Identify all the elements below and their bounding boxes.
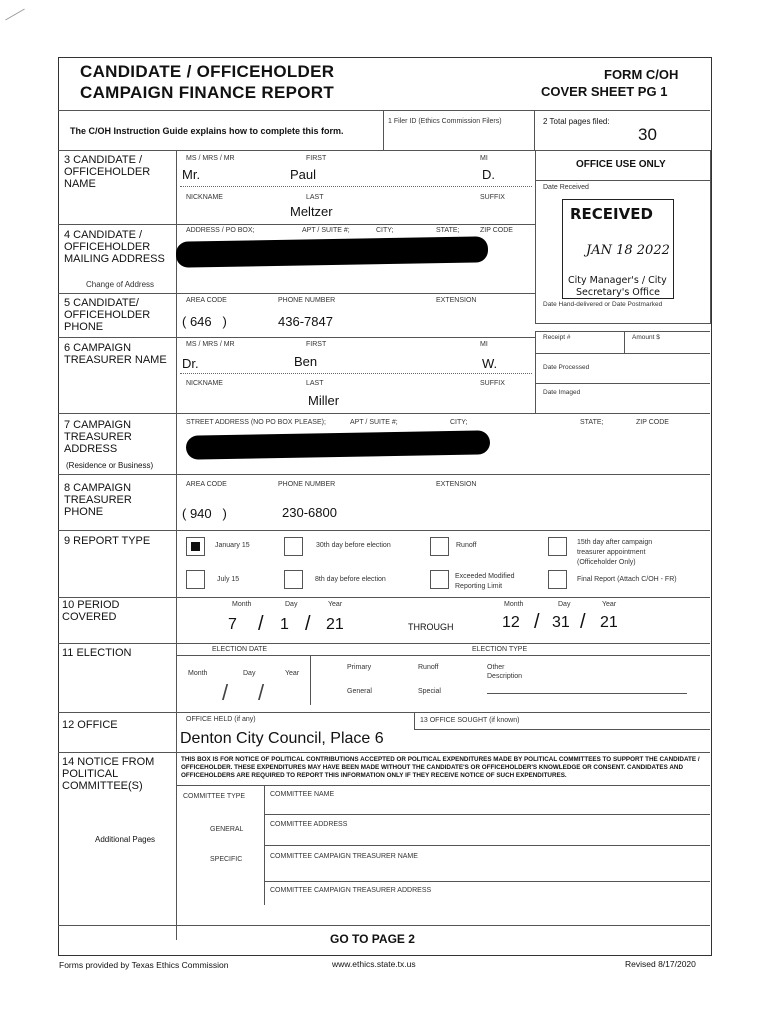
amount-label: Amount $ [632,334,660,341]
divider [58,474,710,475]
checkbox-30th-day[interactable] [284,537,303,556]
cover-sheet: COVER SHEET PG 1 [541,84,668,99]
cand-area: ( 646 ) [182,314,227,329]
notice-text: THIS BOX IS FOR NOTICE OF POLITICAL CONTRIBUTIONS ACCEPTED OR POLITICAL EXPENDITURES MADE BY POLITICAL COMMITTEES TO SUPPORT THE CANDIDATE / OFFICEHOLDER. THESE EXPENDITURES MAY HAVE BEEN MADE WITHOUT THE CANDIDATE'S OR OFFICEHOLDER'S KNOWLEDGE OR CONSENT. CANDIDATES AND OFFICEHOLDERS ARE REQUIRED TO REPORT THIS INFORMATION ONLY IF THEY RECEIVE NOTICE OF SUCH EXPENDITURES. [181,756,700,779]
section-10-label: 10 PERIOD COVERED [62,599,120,623]
checkbox-runoff[interactable] [430,537,449,556]
cand-phone: 436-7847 [278,314,333,329]
cand-last-label: LAST [306,194,324,201]
zip-label: ZIP CODE [480,227,513,234]
tr-first: Ben [294,354,318,369]
section-6-label: 6 CAMPAIGN TREASURER NAME [64,342,167,366]
section-5-label: 5 CANDIDATE/ OFFICEHOLDER PHONE [64,297,151,333]
goto-page-2: GO TO PAGE 2 [330,932,415,946]
through-label: THROUGH [408,622,454,632]
tr-apt-label: APT / SUITE #; [350,419,398,426]
checkbox-january-15[interactable] [186,537,205,556]
from-day-label: Day [285,601,298,608]
tr-last: Miller [308,393,340,408]
cand-suffix-label: SUFFIX [480,194,505,201]
office-use-title: OFFICE USE ONLY [576,159,666,170]
cand-mi-label: MI [480,155,488,162]
tr-suffix-label: SUFFIX [480,380,505,387]
treasurer-address-label: COMMITTEE CAMPAIGN TREASURER ADDRESS [270,887,432,894]
ethics-url: www.ethics.state.tx.us [332,959,416,969]
state-label: STATE; [436,227,460,234]
from-day: 1 [280,616,289,633]
slash: / [305,613,311,635]
to-month-label: Month [504,601,524,608]
committee-address-label: COMMITTEE ADDRESS [270,821,348,828]
divider [264,814,710,815]
day15-line3: (Officeholder Only) [577,559,636,566]
primary-label: Primary [347,664,372,671]
exceeded-line1: Exceeded Modified [455,573,515,580]
provided-by: Forms provided by Texas Ethics Commission [59,960,229,970]
stamp-date: JAN 18 2022 [586,243,670,258]
election-date-label: ELECTION DATE [212,646,268,653]
cand-ms-label: MS / MRS / MR [186,155,235,162]
divider [58,712,710,713]
tr-phone: 230-6800 [282,505,337,520]
el-year-label: Year [285,670,300,677]
divider [58,643,710,644]
apt-label: APT / SUITE #; [302,227,350,234]
checkbox-8th-day[interactable] [284,570,303,589]
divider [535,331,536,413]
to-year-label: Year [602,601,617,608]
to-day: 31 [552,614,570,631]
additional-pages: Additional Pages [95,835,156,844]
cand-area-label: AREA CODE [186,297,227,304]
election-type-label: ELECTION TYPE [472,646,528,653]
received-stamp [562,199,672,299]
receipt-label: Receipt # [543,334,571,341]
el-runoff-label: Runoff [418,664,439,671]
total-pages-label: 2 Total pages filed: [543,117,610,126]
section-12-label: 12 OFFICE [62,719,118,731]
specific-type-label: SPECIFIC [210,856,243,863]
other-line2: Description [487,673,523,680]
slash: / [258,613,264,635]
section-3-label: 3 CANDIDATE / OFFICEHOLDER NAME [64,154,151,190]
date-imaged-label: Date Imaged [543,389,581,396]
tr-nickname-label: NICKNAME [186,380,223,387]
divider [58,224,536,225]
exceeded-line2: Reporting Limit [455,583,503,590]
tr-phone-label: PHONE NUMBER [278,481,336,488]
checkbox-july-15[interactable] [186,570,205,589]
general-label: General [347,688,372,695]
checkbox-15th-day[interactable] [548,537,567,556]
tr-ext-label: EXTENSION [436,481,477,488]
day30-label: 30th day before election [316,542,391,549]
stamp-line2: Secretary's Office [576,287,661,298]
divider [180,186,532,187]
cand-title: Mr. [182,167,201,182]
tr-street-label: STREET ADDRESS (NO PO BOX PLEASE); [186,419,326,426]
committee-name-label: COMMITTEE NAME [270,791,335,798]
date-hand-label: Date Hand-delivered or Date Postmarked [543,301,663,308]
cand-last: Meltzer [290,204,333,219]
section-7-label: 7 CAMPAIGN TREASURER ADDRESS [64,419,132,455]
cand-phone-label: PHONE NUMBER [278,297,336,304]
office-sought-label: 13 OFFICE SOUGHT (if known) [420,717,520,724]
day8-label: 8th day before election [315,576,386,583]
divider [58,925,710,926]
divider [535,353,710,354]
jan15-label: January 15 [215,542,250,549]
divider [180,373,532,374]
divider [58,337,536,338]
slash: / [580,611,586,633]
tr-ms-label: MS / MRS / MR [186,341,235,348]
divider [624,331,625,353]
checkbox-exceeded-limit[interactable] [430,570,449,589]
divider [383,110,384,150]
section-8-label: 8 CAMPAIGN TREASURER PHONE [64,482,132,518]
cand-nickname-label: NICKNAME [186,194,223,201]
divider [58,293,536,294]
slash: / [258,680,265,705]
cand-first: Paul [290,167,317,182]
filer-id-label: 1 Filer ID (Ethics Commission Filers) [388,118,502,125]
tr-mi-label: MI [480,341,488,348]
general-type-label: GENERAL [210,826,244,833]
from-year-label: Year [328,601,343,608]
tr-last-label: LAST [306,380,324,387]
tr-first-label: FIRST [306,341,327,348]
from-month-label: Month [232,601,252,608]
tr-area-label: AREA CODE [186,481,227,488]
divider [58,413,710,414]
divider [264,845,710,846]
slash: / [222,680,229,705]
divider [310,655,311,705]
committee-type-label: COMMITTEE TYPE [183,793,246,800]
tr-zip-label: ZIP CODE [636,419,669,426]
to-year: 21 [600,614,618,631]
divider [58,530,710,531]
section-4-label: 4 CANDIDATE / OFFICEHOLDER MAILING ADDRESS [64,229,165,265]
change-of-address: Change of Address [86,280,155,289]
title-line2: CAMPAIGN FINANCE REPORT [80,83,335,102]
divider [264,881,710,882]
office-held-value: Denton City Council, Place 6 [180,730,384,747]
revised-date: Revised 8/17/2020 [625,959,696,969]
divider [176,785,710,786]
divider [414,729,710,730]
special-label: Special [418,688,441,695]
redacted-mailing-address [176,236,488,267]
from-month: 7 [228,616,237,633]
residence-business: (Residence or Business) [66,461,154,470]
day15-line1: 15th day after campaign [577,539,653,546]
section-14-label: 14 NOTICE FROM POLITICAL COMMITTEE(S) [62,756,155,792]
stamp-line1: City Manager's / City [568,275,667,286]
section-11-label: 11 ELECTION [62,647,132,659]
scan-mark [5,9,25,21]
final-label: Final Report (Attach C/OH - FR) [577,576,677,583]
slash: / [534,611,540,633]
el-month-label: Month [188,670,208,677]
divider [534,110,535,150]
total-pages-value: 30 [638,125,657,144]
title-line1: CANDIDATE / OFFICEHOLDER [80,62,335,81]
office-held-label: OFFICE HELD (if any) [186,716,256,723]
tr-city-label: CITY; [450,419,468,426]
cand-first-label: FIRST [306,155,327,162]
divider [535,331,710,332]
cand-ext-label: EXTENSION [436,297,477,304]
divider [535,383,710,384]
from-year: 21 [326,616,344,633]
section-9-label: 9 REPORT TYPE [64,535,151,547]
cand-mi: D. [482,167,495,182]
divider [176,150,177,940]
tr-mi: W. [482,356,498,371]
address-label: ADDRESS / PO BOX; [186,227,255,234]
el-day-label: Day [243,670,256,677]
tr-title: Dr. [182,356,199,371]
jul15-label: July 15 [217,576,240,583]
divider [414,712,415,729]
divider [58,752,710,753]
stamp-received: RECEIVED [570,205,653,223]
divider [176,655,710,656]
day15-line2: treasurer appointment [577,549,646,556]
divider [487,693,687,694]
checked-mark [191,542,200,551]
divider [58,597,710,598]
other-line1: Other [487,664,505,671]
instruction-text: The C/OH Instruction Guide explains how to complete this form. [70,126,344,136]
runoff-label: Runoff [456,542,477,549]
header-divider [58,110,710,111]
divider [535,180,710,181]
to-month: 12 [502,614,520,631]
to-day-label: Day [558,601,571,608]
checkbox-final-report[interactable] [548,570,567,589]
date-processed-label: Date Processed [543,364,590,371]
form-id: FORM C/OH [604,67,679,82]
tr-state-label: STATE; [580,419,604,426]
date-received-label: Date Received [543,184,589,191]
treasurer-name-label: COMMITTEE CAMPAIGN TREASURER NAME [270,853,418,860]
tr-area: ( 940 ) [182,506,227,521]
city-label: CITY; [376,227,394,234]
